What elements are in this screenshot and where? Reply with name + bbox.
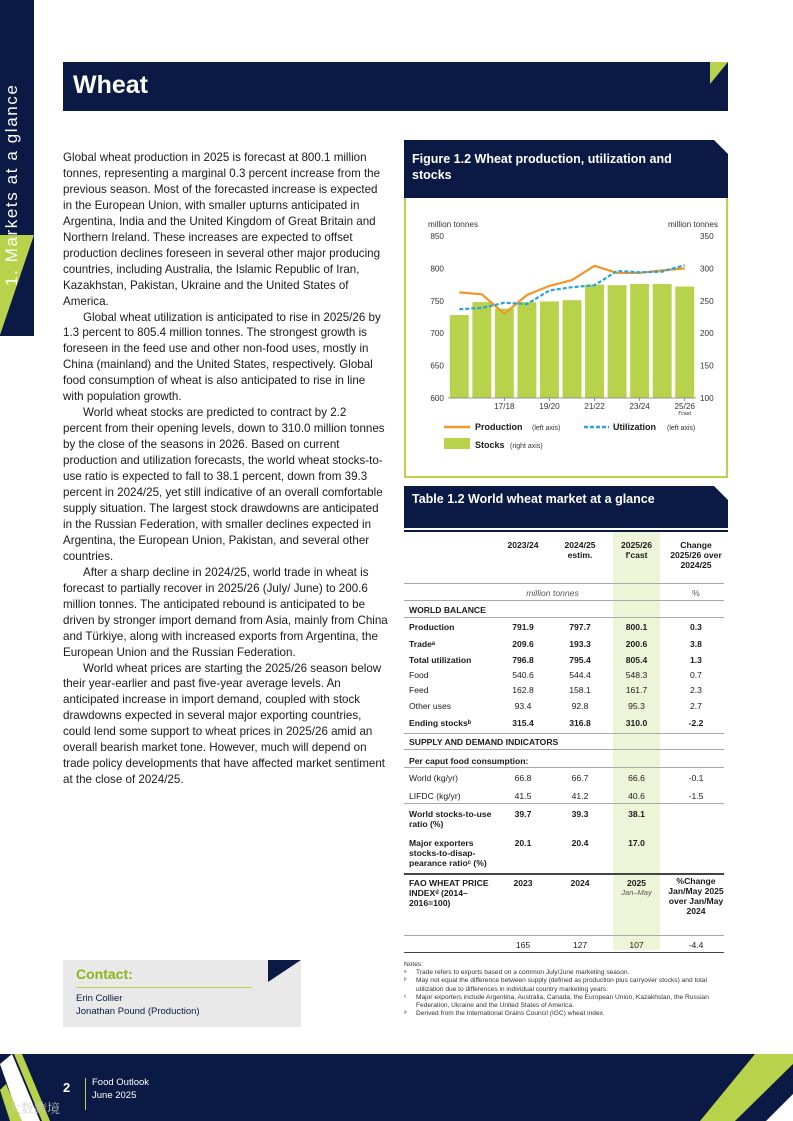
cell-value: 316.8	[569, 718, 591, 728]
row-label: Other uses	[409, 701, 452, 711]
price-value: 107	[629, 940, 644, 950]
note-mark: ᵇ	[404, 977, 407, 985]
cell-value: 209.6	[512, 639, 534, 649]
paragraph: World wheat prices are starting the 2025/26 season below their year-earlier and past five-year average levels. An anticipated increase in import demand, coupled with stock drawdowns expected in several major exporting countries, could lend some support to wheat prices in 2025/26 amid an overall bearish market tone. However, much will depend on trade policy developments that have affected market sentiment at the close of 2024/25.	[63, 661, 386, 787]
contact-name: Jonathan Pound (Production)	[76, 1006, 200, 1017]
row-label: Production	[409, 622, 455, 632]
cell-value: 796.8	[512, 655, 534, 665]
price-col-header: 2023	[513, 878, 533, 888]
col-header: 2025/26 f'cast	[620, 540, 653, 560]
price-value: 127	[572, 940, 588, 950]
row-label: Feed	[409, 685, 429, 695]
row-label: World stocks-to-use ratio (%)	[409, 809, 492, 829]
cell-value: 17.0	[628, 838, 645, 848]
table-notes	[404, 961, 726, 1018]
col-header: 2024/25 estim.	[564, 540, 596, 560]
y-tick-label: 650	[430, 361, 444, 371]
y-tick-label: 600	[430, 394, 444, 403]
row-label: Tradeᵃ	[409, 639, 436, 649]
row-label: LIFDC (kg/yr)	[409, 791, 461, 801]
legend-stocks-label: Stocks	[475, 440, 505, 450]
cell-value: 2.3	[690, 685, 702, 695]
cell-value: 66.8	[514, 773, 532, 783]
price-col-subheader: Jan–May	[621, 888, 652, 897]
cell-value: 540.6	[512, 670, 534, 680]
price-col-header: 2025	[626, 878, 647, 888]
page-footer	[0, 1054, 793, 1121]
cell-value: -2.2	[688, 718, 704, 728]
cell-value: 544.4	[569, 670, 591, 680]
price-index-label: FAO WHEAT PRICE INDEXᵈ (2014–2016=100)	[409, 878, 489, 908]
price-col-header: %Change Jan/May 2025 over Jan/May 2024	[668, 876, 724, 916]
stocks-bar	[653, 284, 672, 398]
figure-box	[404, 198, 728, 478]
contact-title: Contact:	[76, 966, 133, 982]
cell-value: 38.1	[628, 809, 645, 819]
legend-stocks-axis: (right axis)	[510, 443, 543, 450]
cell-value: 0.3	[690, 622, 702, 632]
note	[404, 977, 726, 993]
x-tick-label: 23/24	[629, 402, 650, 411]
cell-value: 20.4	[571, 838, 589, 848]
banner-corner-accent	[710, 62, 728, 84]
page-number: 2	[63, 1080, 71, 1095]
y2-tick-label: 350	[700, 232, 714, 241]
legend-production-label: Production	[475, 422, 523, 432]
cell-value: 310.0	[625, 718, 648, 728]
cell-value: 93.4	[514, 701, 532, 711]
table-bottom-rule	[404, 952, 724, 953]
price-value: -4.4	[688, 940, 704, 950]
paragraph: Global wheat production in 2025 is forecast at 800.1 million tonnes, representing a marginal 0.3 percent increase from the previous season. Most of the forecasted increase is expected in the European Union, with smaller upturns anticipated in Argentina, India and the United Kingdom of Great Britain and Northern Ireland. These increases are expected to offset production declines foreseen in several other major producing countries, including Australia, the Islamic Republic of Iran, Kazakhstan, Pakistan, Ukraine and the United States of America.	[63, 151, 381, 308]
cell-value: 193.3	[569, 639, 591, 649]
note-text: Derived from the International Grains Council (IGC) wheat index.	[416, 1010, 605, 1018]
y2-tick-label: 150	[700, 361, 714, 371]
y-tick-label: 850	[430, 232, 444, 241]
stocks-bar	[517, 302, 536, 398]
cell-value: 800.1	[625, 622, 648, 632]
legend-stocks-swatch	[444, 438, 470, 449]
unit-label: million tonnes	[526, 588, 579, 598]
wheat-chart	[406, 198, 726, 476]
row-label: Major exporters stocks-to-disap- pearance ratioᶜ (%)	[409, 838, 487, 868]
cell-value: 0.7	[690, 670, 702, 680]
stocks-bar	[563, 300, 582, 398]
table-rule	[404, 583, 724, 584]
y-tick-label: 750	[430, 296, 444, 306]
y2-tick-label: 200	[700, 329, 714, 339]
stocks-bar	[608, 285, 627, 398]
table-title-corner	[714, 486, 728, 500]
note	[404, 969, 726, 977]
cell-value: 162.8	[512, 685, 534, 695]
table-rule	[404, 767, 724, 768]
cell-value: 92.8	[571, 701, 589, 711]
row-label: Total utilization	[409, 655, 472, 665]
note-text: Major exporters include Argentina, Australia, Canada, the European Union, Kazakhstan, the Russian Federation, Ukraine and the United States of America.	[416, 993, 709, 1010]
cell-value: -0.1	[688, 773, 704, 783]
x-tick-label: 21/22	[584, 402, 605, 411]
cell-value: 41.5	[514, 791, 532, 801]
contact-name: Erin Collier	[76, 993, 123, 1004]
note-mark: ᵃ	[404, 969, 407, 977]
cell-value: 805.4	[625, 655, 648, 665]
note	[404, 1010, 726, 1018]
section-heading: SUPPLY AND DEMAND INDICATORS	[409, 737, 559, 747]
table-rule	[404, 600, 724, 601]
figure-title-corner	[714, 140, 728, 154]
y2-tick-label: 100	[700, 394, 714, 403]
cell-value: 20.1	[514, 838, 532, 848]
forecast-note: f'cast	[678, 411, 692, 417]
stocks-bar	[540, 301, 559, 398]
x-tick-label: 25/26	[674, 402, 695, 411]
publication-date: June 2025	[92, 1090, 137, 1101]
watermark: 大数跨境	[8, 1101, 61, 1116]
cell-value: 200.6	[625, 639, 648, 649]
table-title-bar	[404, 486, 728, 528]
row-label: Food	[409, 670, 429, 680]
y2-tick-label: 250	[700, 296, 714, 306]
cell-value: 40.6	[628, 791, 645, 801]
col-header: Change 2025/26 over 2024/25	[670, 540, 722, 570]
cell-value: -1.5	[688, 791, 704, 801]
y-tick-label: 800	[430, 264, 444, 274]
note-text: May not equal the difference between supply (defined as production plus carryover stocks) and total utilization due to differences in individual country marketing years.	[416, 977, 707, 993]
price-col-header: 2024	[570, 878, 590, 888]
row-label: World (kg/yr)	[409, 773, 459, 783]
contact-divider	[76, 987, 252, 988]
notes-title: Notes:	[404, 961, 424, 968]
stocks-bar	[472, 302, 491, 398]
cell-value: 66.6	[628, 773, 645, 783]
note-text: Trade refers to exports based on a common July/June marketing season.	[416, 969, 630, 977]
paragraph: World wheat stocks are predicted to contract by 2.2 percent from their opening levels, down to 310.0 million tonnes by the close of the seasons in 2026. Based on current production and utilization forecasts, the world wheat stocks-to-use ratio is expected to fall to 38.1 percent, down from 39.3 percent in 2024/25, yet still indicative of an overall comfortable supply situation. The largest stock drawdowns are anticipated in the Russian Federation, with smaller declines expected in Argentina, the European Union, Pakistan, and several other countries.	[63, 406, 385, 563]
stocks-bar	[450, 315, 469, 398]
cell-value: 3.8	[690, 639, 702, 649]
table-rule-strong	[404, 873, 724, 875]
price-value: 165	[515, 940, 531, 950]
cell-value: 95.3	[628, 701, 645, 711]
note-mark: ᵈ	[404, 1010, 407, 1018]
y2-tick-label: 300	[700, 264, 714, 274]
stocks-bar	[495, 309, 514, 398]
col-header: 2023/24	[507, 540, 539, 550]
table-rule	[404, 803, 724, 804]
cell-value: 791.9	[512, 622, 534, 632]
x-tick-label: 19/20	[539, 402, 560, 411]
footer-separator	[85, 1078, 86, 1110]
page-title: Wheat	[73, 71, 148, 99]
table-rule	[404, 733, 724, 734]
row-label: Ending stocksᵇ	[409, 718, 472, 728]
title-banner	[63, 62, 728, 111]
cell-value: 548.3	[625, 670, 648, 680]
table-rule	[404, 617, 724, 618]
cell-value: 39.7	[514, 809, 532, 819]
cell-value: 795.4	[569, 655, 591, 665]
contact-corner-accent	[268, 960, 301, 982]
stocks-bar	[585, 285, 604, 398]
section-label: 1. Markets at a glance	[2, 83, 21, 286]
legend-utilization-axis: (left axis)	[667, 425, 696, 432]
table-top-rule	[404, 530, 728, 532]
note-mark: ᶜ	[404, 993, 407, 1001]
cell-value: 66.7	[571, 773, 589, 783]
cell-value: 797.7	[569, 622, 591, 632]
cell-value: 1.3	[690, 655, 702, 665]
cell-value: 315.4	[512, 718, 534, 728]
unit-label: %	[692, 588, 700, 598]
paragraph: After a sharp decline in 2024/25, world trade in wheat is forecast to partially recover in 2025/26 (July/ June) to 200.6 million tonnes. The anticipated rebound is anticipated to be driven by stronger import demand from Asia, mainly from China and Türkiye, along with increased exports from Argentina, the European Union and the Russian Federation.	[63, 565, 388, 659]
x-tick-label: 17/18	[494, 402, 515, 411]
cell-value: 158.1	[569, 685, 591, 695]
table-rule	[404, 935, 724, 936]
table-rule	[404, 749, 724, 750]
contact-box	[63, 960, 301, 1027]
table-title: Table 1.2 World wheat market at a glance	[412, 492, 655, 506]
figure-title-bar	[404, 140, 728, 198]
article-body	[63, 150, 388, 788]
note	[404, 994, 726, 1010]
cell-value: 161.7	[625, 685, 648, 695]
publication-name: Food Outlook	[92, 1077, 150, 1088]
figure-title: Figure 1.2 Wheat production, utilization and stocks	[412, 152, 672, 182]
cell-value: 39.3	[571, 809, 589, 819]
stocks-bar	[630, 284, 649, 398]
cell-value: 2.7	[690, 701, 702, 711]
legend-production-axis: (left axis)	[532, 425, 561, 432]
paragraph: Global wheat utilization is anticipated to rise in 2025/26 by 1.3 percent to 805.4 million tonnes. The strongest growth is foreseen in the feed use and other non-food uses, mostly in China (mainland) and the United States, respectively. Global food consumption of wheat is also anticipated to rise in line with population growth.	[63, 310, 381, 404]
y-tick-label: 700	[430, 329, 444, 339]
stocks-bar	[675, 287, 694, 398]
cell-value: 41.2	[571, 791, 589, 801]
per-caput-label: Per caput food consumption:	[409, 756, 529, 766]
section-heading: WORLD BALANCE	[409, 605, 486, 615]
y2-axis-label: million tonnes	[667, 220, 718, 229]
legend-utilization-label: Utilization	[613, 422, 656, 432]
y-axis-label: million tonnes	[428, 220, 479, 229]
